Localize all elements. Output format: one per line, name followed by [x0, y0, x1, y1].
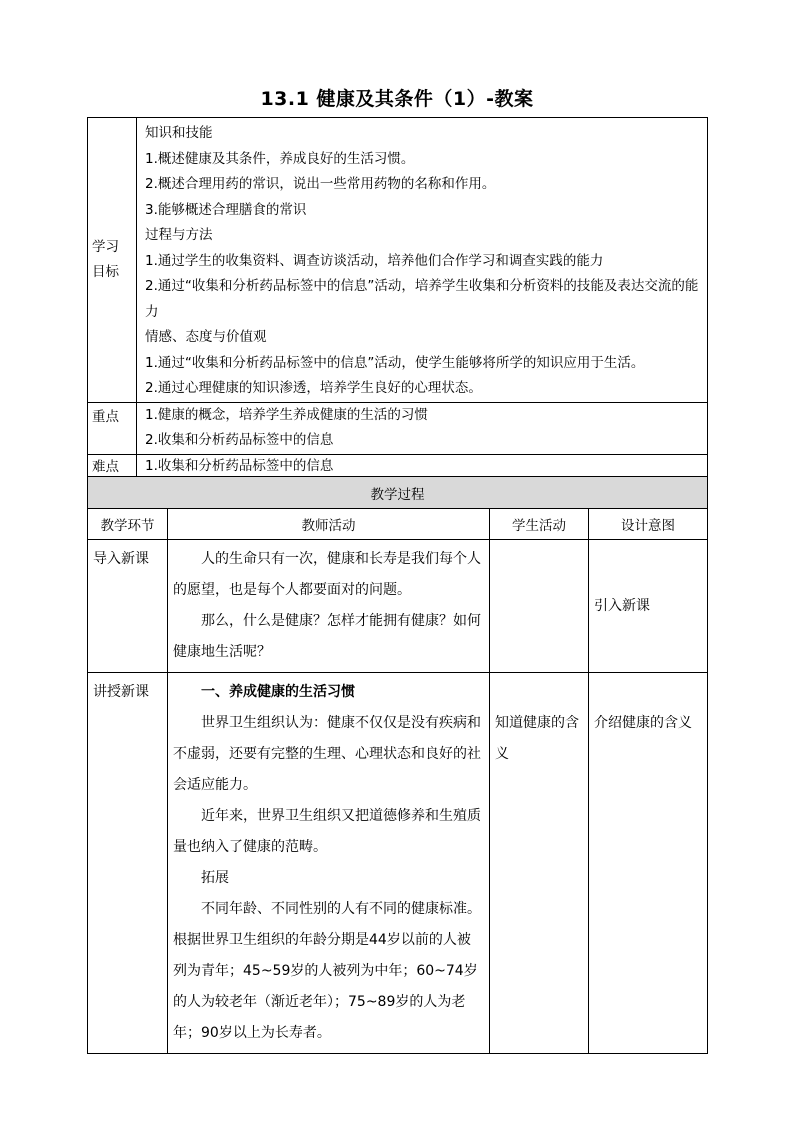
goals-row — [88, 118, 708, 403]
objectives-table — [87, 117, 708, 481]
teacher-paragraph: 那么，什么是健康？怎样才能拥有健康？如何健康地生活呢？ — [173, 613, 481, 660]
key-content-cell — [137, 402, 708, 454]
goals-line: 2.通过心理健康的知识渗透，培养学生良好的心理状态。 — [145, 380, 482, 396]
stage-cell: 导入新课 — [88, 540, 168, 673]
goals-line: 1.概述健康及其条件，养成良好的生活习惯。 — [145, 150, 415, 167]
table-row — [88, 540, 708, 673]
intent-cell: 介绍健康的含义 — [589, 673, 708, 1054]
teacher-paragraph: 世界卫生组织认为：健康不仅仅是没有疾病和不虚弱，还要有完整的生理、心理状态和良好的社会适应能力。 — [173, 715, 481, 793]
column-header: 设计意图 — [589, 509, 708, 540]
key-line: 1.健康的概念，培养学生养成健康的生活的习惯 — [145, 406, 428, 423]
key-row — [88, 402, 708, 454]
goals-label-cell — [88, 118, 137, 403]
process-heading-row — [88, 477, 708, 509]
goals-line: 知识和技能 — [145, 125, 213, 141]
column-header: 教师活动 — [168, 509, 490, 540]
key-line: 2.收集和分析药品标签中的信息 — [145, 432, 334, 448]
student-cell — [490, 540, 589, 673]
difficulty-label: 难点 — [92, 458, 119, 475]
teacher-cell — [168, 673, 490, 1054]
teacher-paragraph: 拓展 — [201, 870, 229, 886]
goals-line: 2.概述合理用药的常识，说出一些常用药物的名称和作用。 — [145, 176, 496, 192]
key-label: 重点 — [92, 408, 119, 425]
goals-label: 学习 目标 — [92, 238, 119, 280]
key-label-cell — [88, 402, 137, 454]
process-header-row — [88, 509, 708, 540]
process-table — [87, 476, 708, 1054]
teacher-paragraph: 人的生命只有一次，健康和长寿是我们每个人的愿望，也是每个人都要面对的问题。 — [173, 551, 481, 598]
stage-cell: 讲授新课 — [88, 673, 168, 1054]
goals-line: 过程与方法 — [145, 227, 213, 243]
teacher-cell — [168, 540, 490, 673]
student-cell: 知道健康的含义 — [490, 673, 589, 1054]
goals-line: 1.通过学生的收集资料、调查访谈活动，培养他们合作学习和调查实践的能力 — [145, 252, 604, 269]
table-row — [88, 673, 708, 1054]
goals-line: 2.通过“收集和分析药品标签中的信息”活动，培养学生收集和分析资料的技能及表达交流的能力 — [145, 278, 699, 320]
process-heading: 教学过程 — [88, 477, 708, 509]
goals-line: 3.能够概述合理膳食的常识 — [145, 201, 307, 218]
goals-line: 情感、态度与价值观 — [145, 329, 267, 345]
teacher-paragraph: 近年来，世界卫生组织又把道德修养和生殖质量也纳入了健康的范畴。 — [173, 808, 481, 855]
goals-content-cell — [137, 118, 708, 403]
column-header: 学生活动 — [490, 509, 589, 540]
intent-cell: 引入新课 — [589, 540, 708, 673]
document-title: 13.1 健康及其条件（1）-教案 — [260, 88, 534, 110]
teacher-paragraph: 不同年龄、不同性别的人有不同的健康标准。根据世界卫生组织的年龄分期是44岁以前的人被列为青年；45~59岁的人被列为中年；60~74岁的人为较老年（渐近老年）；75~89岁的人为老年；90岁以上为长寿者。 — [173, 901, 481, 1041]
goals-line: 1.通过“收集和分析药品标签中的信息”活动，使学生能够将所学的知识应用于生活。 — [145, 354, 645, 371]
difficulty-line: 1.收集和分析药品标签中的信息 — [145, 457, 334, 474]
column-header: 教学环节 — [88, 509, 168, 540]
section-heading: 一、养成健康的生活习惯 — [201, 684, 355, 700]
